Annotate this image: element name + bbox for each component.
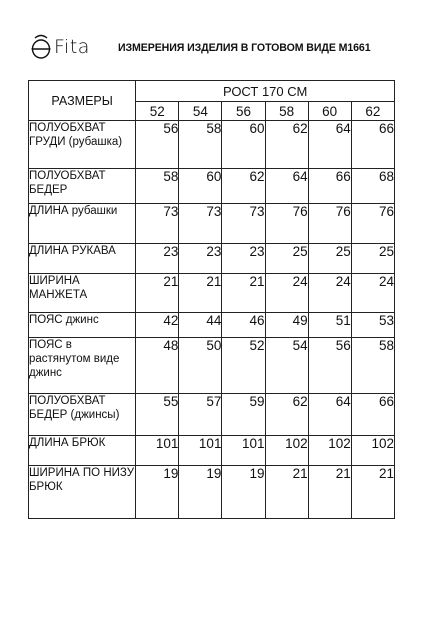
- measurement-value: 101: [179, 436, 222, 466]
- brand-logo: [30, 33, 90, 61]
- measurement-value: 21: [222, 274, 265, 313]
- measurement-value: 44: [179, 313, 222, 338]
- measurement-value: 54: [265, 338, 308, 394]
- measurement-value: 25: [308, 244, 351, 274]
- measurement-label: ПОЛУОБХВАТ ГРУДИ (рубашка): [29, 121, 136, 169]
- measurement-label: ПОЯС в растянутом виде джинс: [29, 338, 136, 394]
- measurements-body: [29, 121, 395, 519]
- measurement-value: 21: [136, 274, 179, 313]
- measurement-value: 62: [265, 121, 308, 169]
- measurement-value: 62: [265, 394, 308, 436]
- table-row: [29, 466, 395, 519]
- measurement-value: 76: [308, 204, 351, 244]
- page-header: [0, 0, 424, 78]
- measurement-value: 21: [308, 466, 351, 519]
- measurement-value: 58: [351, 338, 394, 394]
- measurement-value: 101: [222, 436, 265, 466]
- measurement-value: 19: [136, 466, 179, 519]
- measurement-label: ПОЛУОБХВАТ БЕДЕР: [29, 169, 136, 204]
- table-row: [29, 274, 395, 313]
- measurement-value: 56: [136, 121, 179, 169]
- measurement-value: 60: [222, 121, 265, 169]
- table-row: [29, 338, 395, 394]
- fita-logo-icon: [30, 34, 52, 60]
- table-row: [29, 204, 395, 244]
- table-row: [29, 244, 395, 274]
- measurement-value: 24: [265, 274, 308, 313]
- measurement-value: 19: [222, 466, 265, 519]
- measurement-value: 19: [179, 466, 222, 519]
- measurement-label: ДЛИНА РУКАВА: [29, 244, 136, 274]
- measurement-label: ШИРИНА ПО НИЗУ БРЮК: [29, 466, 136, 519]
- measurement-value: 21: [351, 466, 394, 519]
- measurement-label: ДЛИНА рубашки: [29, 204, 136, 244]
- measurement-value: 66: [308, 169, 351, 204]
- measurement-value: 76: [265, 204, 308, 244]
- size-column-header: 56: [222, 102, 265, 121]
- brand-name: Fita: [54, 36, 90, 58]
- measurement-value: 25: [351, 244, 394, 274]
- measurement-value: 52: [222, 338, 265, 394]
- measurement-value: 76: [351, 204, 394, 244]
- measurement-value: 62: [222, 169, 265, 204]
- table-row: [29, 121, 395, 169]
- measurement-value: 64: [308, 394, 351, 436]
- measurement-value: 49: [265, 313, 308, 338]
- measurement-value: 64: [265, 169, 308, 204]
- measurement-value: 25: [265, 244, 308, 274]
- measurement-value: 24: [308, 274, 351, 313]
- size-column-header: 52: [136, 102, 179, 121]
- measurement-value: 68: [351, 169, 394, 204]
- measurement-value: 57: [179, 394, 222, 436]
- measurement-value: 66: [351, 121, 394, 169]
- table-row: [29, 394, 395, 436]
- table-row: [29, 436, 395, 466]
- measurement-value: 24: [351, 274, 394, 313]
- measurement-value: 55: [136, 394, 179, 436]
- size-column-header: 58: [265, 102, 308, 121]
- measurement-value: 42: [136, 313, 179, 338]
- measurement-label: ПОЯС джинс: [29, 313, 136, 338]
- measurement-label: ДЛИНА БРЮК: [29, 436, 136, 466]
- measurement-value: 102: [351, 436, 394, 466]
- measurement-value: 21: [179, 274, 222, 313]
- measurement-value: 21: [265, 466, 308, 519]
- measurement-value: 66: [351, 394, 394, 436]
- measurement-value: 53: [351, 313, 394, 338]
- measurement-value: 58: [136, 169, 179, 204]
- table-row: [29, 313, 395, 338]
- measurement-value: 73: [222, 204, 265, 244]
- measurement-value: 23: [222, 244, 265, 274]
- table-row: [29, 169, 395, 204]
- size-column-header: 54: [179, 102, 222, 121]
- size-column-header: 60: [308, 102, 351, 121]
- height-header: РОСТ 170 СМ: [136, 81, 395, 102]
- measurement-value: 73: [136, 204, 179, 244]
- measurement-value: 60: [179, 169, 222, 204]
- measurement-value: 51: [308, 313, 351, 338]
- measurement-label: ШИРИНА МАНЖЕТА: [29, 274, 136, 313]
- measurement-label: ПОЛУОБХВАТ БЕДЕР (джинсы): [29, 394, 136, 436]
- measurement-value: 59: [222, 394, 265, 436]
- measurement-value: 101: [136, 436, 179, 466]
- measurement-value: 64: [308, 121, 351, 169]
- size-chart-table: [28, 80, 395, 519]
- measurement-value: 23: [136, 244, 179, 274]
- measurement-value: 73: [179, 204, 222, 244]
- measurement-value: 58: [179, 121, 222, 169]
- sizes-header: РАЗМЕРЫ: [29, 81, 136, 121]
- measurement-value: 50: [179, 338, 222, 394]
- measurement-value: 56: [308, 338, 351, 394]
- size-column-header: 62: [351, 102, 394, 121]
- measurement-value: 46: [222, 313, 265, 338]
- document-title: ИЗМЕРЕНИЯ ИЗДЕЛИЯ В ГОТОВОМ ВИДЕ М1661: [118, 42, 371, 54]
- measurement-value: 102: [308, 436, 351, 466]
- measurement-value: 48: [136, 338, 179, 394]
- measurement-value: 102: [265, 436, 308, 466]
- measurement-value: 23: [179, 244, 222, 274]
